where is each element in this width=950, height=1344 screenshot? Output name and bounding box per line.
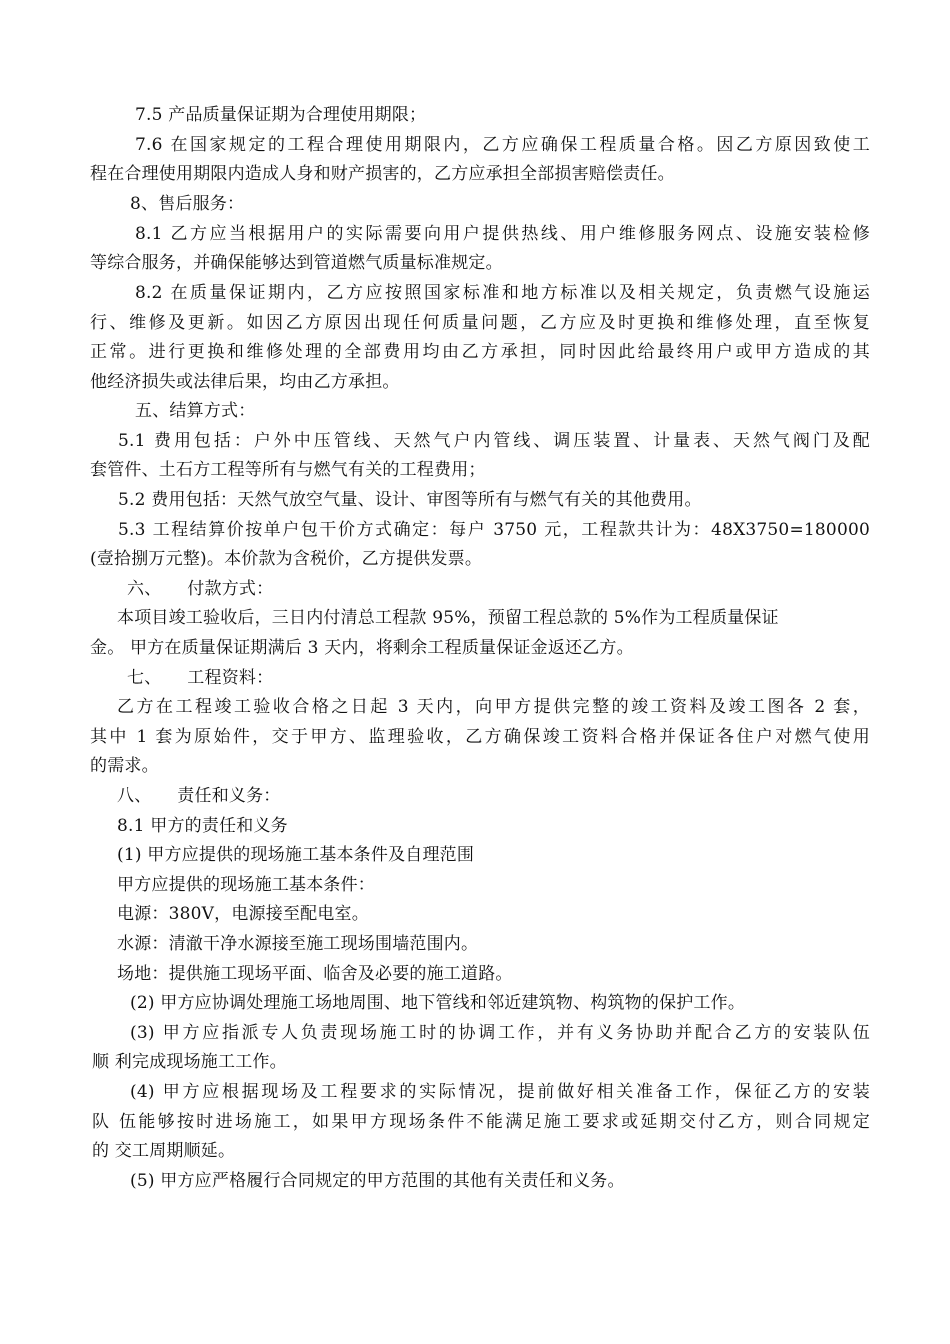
clause-7-6-line-2: 程在合理使用期限内造成人身和财产损害的，乙方应承担全部损害赔偿责任。: [90, 164, 675, 184]
item-2: (2) 甲方应协调处理施工场地周围、地下管线和邻近建筑物、构筑物的保护工作。: [130, 993, 746, 1013]
clause-7-5: 7.5 产品质量保证期为合理使用期限；: [135, 105, 427, 125]
clause-8-1-line-2: 等综合服务，并确保能够达到管道燃气质量标准规定。: [90, 253, 503, 273]
section-7-text-line-2: 其中 1 套为原始件，交于甲方、监理验收，乙方确保竣工资料合格并保证各住户对燃气使用: [90, 727, 870, 747]
clause-5-3-line-2: (壹拾捌万元整)。本价款为含税价，乙方提供发票。: [90, 549, 483, 569]
section-7-heading: 七、 工程资料：: [127, 668, 274, 688]
section-8-heading-duties: 八、 责任和义务：: [117, 786, 281, 806]
clause-8-2-line-2: 行、维修及更新。如因乙方原因出现任何质量问题，乙方应及时更换和维修处理，直至恢复: [90, 313, 870, 333]
item-4-line-2: 队 伍能够按时进场施工，如果甲方现场条件不能满足施工要求或延期交付乙方，则合同规定: [92, 1112, 870, 1132]
section-8-heading: 8、售后服务：: [130, 194, 245, 214]
clause-5-1-line-2: 套管件、土石方工程等所有与燃气有关的工程费用；: [90, 460, 486, 480]
section-7-text-line-3: 的需求。: [90, 756, 159, 776]
clause-7-6-line-1: 7.6 在国家规定的工程合理使用期限内，乙方应确保工程质量合格。因乙方原因致使工: [135, 135, 870, 155]
item-4-line-3: 的 交工周期顺延。: [92, 1141, 236, 1161]
clause-8-1-duties: 8.1 甲方的责任和义务: [117, 816, 288, 836]
item-1-power: 电源：380V，电源接至配电室。: [117, 904, 369, 924]
item-5: (5) 甲方应严格履行合同规定的甲方范围的其他有关责任和义务。: [130, 1171, 625, 1191]
clause-8-2-line-3: 正常。进行更换和维修处理的全部费用均由乙方承担，同时因此给最终用户或甲方造成的其: [90, 342, 870, 362]
clause-8-1-line-1: 8.1 乙方应当根据用户的实际需要向用户提供热线、用户维修服务网点、设施安装检修: [135, 224, 870, 244]
section-6-text-line-1: 本项目竣工验收后，三日内付清总工程款 95%，预留工程总款的 5%作为工程质量保证: [117, 608, 779, 628]
clause-8-2-line-4: 他经济损失或法律后果，均由乙方承担。: [90, 372, 400, 392]
item-3-line-1: (3) 甲方应指派专人负责现场施工时的协调工作，并有义务协助并配合乙方的安装队伍: [130, 1023, 870, 1043]
item-3-line-2: 顺 利完成现场施工工作。: [92, 1052, 287, 1072]
clause-8-2-line-1: 8.2 在质量保证期内，乙方应按照国家标准和地方标准以及相关规定，负责燃气设施运: [135, 283, 870, 303]
section-7-text-line-1: 乙方在工程竣工验收合格之日起 3 天内，向甲方提供完整的竣工资料及竣工图各 2 套，: [117, 697, 870, 717]
clause-5-3-line-1: 5.3 工程结算价按单户包干价方式确定：每户 3750 元，工程款共计为：48X3750=180000: [118, 520, 870, 540]
section-6-text-line-2: 金。 甲方在质量保证期满后 3 天内，将剩余工程质量保证金返还乙方。: [90, 638, 634, 658]
clause-5-2: 5.2 费用包括：天然气放空气量、设计、审图等所有与燃气有关的其他费用。: [118, 490, 702, 510]
item-1-conditions: 甲方应提供的现场施工基本条件：: [117, 875, 375, 895]
section-6-heading: 六、 付款方式：: [127, 579, 274, 599]
clause-5-1-line-1: 5.1 费用包括：户外中压管线、天然气户内管线、调压装置、计量表、天然气阀门及配: [118, 431, 870, 451]
item-1-heading: (1) 甲方应提供的现场施工基本条件及自理范围: [117, 845, 475, 865]
section-5-heading: 五、结算方式：: [135, 401, 256, 421]
item-1-water: 水源：清澈干净水源接至施工现场围墙范围内。: [117, 934, 479, 954]
item-1-site: 场地：提供施工现场平面、临舍及必要的施工道路。: [117, 964, 513, 984]
item-4-line-1: (4) 甲方应根据现场及工程要求的实际情况，提前做好相关准备工作，保征乙方的安装: [130, 1082, 870, 1102]
